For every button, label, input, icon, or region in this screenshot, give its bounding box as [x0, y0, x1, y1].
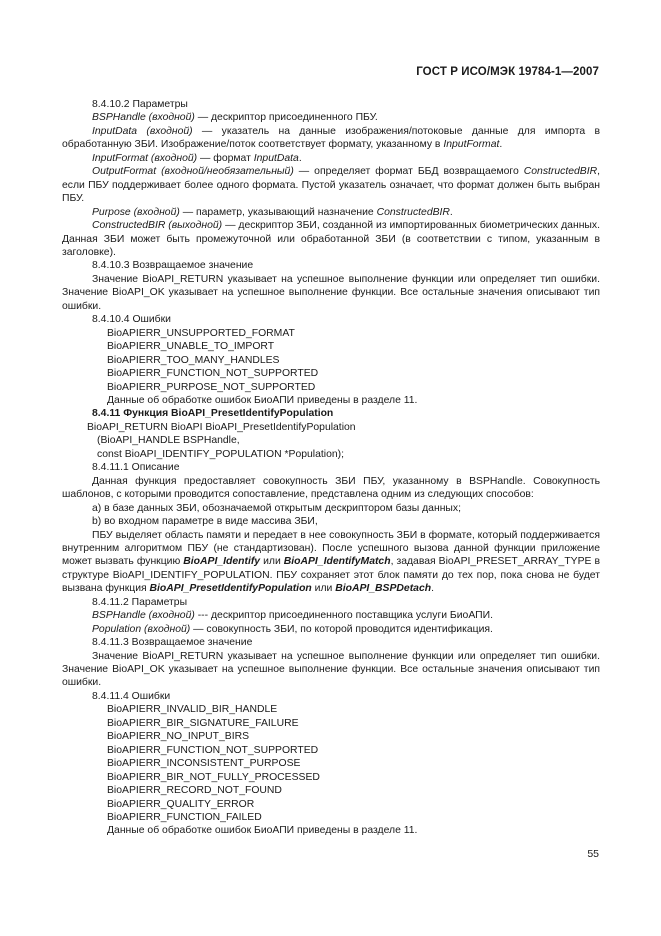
param-purpose — [62, 206, 600, 219]
section-heading-8-4-10-4: 8.4.10.4 Ошибки — [92, 314, 171, 326]
param-desc: — дескриптор присоединенного ПБУ. — [194, 112, 378, 124]
param-desc: — определяет формат ББД возвращаемого — [293, 166, 524, 178]
description-paragraph — [62, 529, 600, 596]
param-desc: --- дескриптор присоединенного поставщика услуги БиоАПИ. — [194, 610, 493, 622]
param-desc: — параметр, указывающий назначение — [179, 206, 377, 218]
section-heading-8-4-11-4: 8.4.11.4 Ошибки — [92, 690, 171, 702]
error-code: BioAPIERR_TOO_MANY_HANDLES — [107, 354, 280, 366]
return-value-text: Значение BioAPI_RETURN указывает на успешное выполнение функции или определяет тип ошибки. Значение BioAPI_OK указывает на успешное выполнение функции. Все остальные значения описывают тип ошибки. — [62, 650, 600, 689]
param-constructedbir — [62, 219, 600, 259]
text-run: , задавая BioAPI_PRESET_ARRAY_TYPE в структуре BioAPI_IDENTIFY_POPULATION. ПБУ сохраняет этот блок памяти до тех пор, пока снова не будет вызвана функция — [62, 556, 600, 595]
punct: . — [499, 139, 503, 151]
param-bsphandle — [62, 609, 600, 622]
error-code: BioAPIERR_FUNCTION_NOT_SUPPORTED — [107, 744, 319, 756]
section-heading-8-4-11-2: 8.4.11.2 Параметры — [92, 596, 188, 608]
param-outputformat — [62, 165, 600, 205]
function-signature-line: BioAPI_RETURN BioAPI BioAPI_PresetIdentifyPopulation — [87, 421, 356, 433]
param-inputdata — [62, 125, 600, 152]
error-code: BioAPIERR_UNABLE_TO_IMPORT — [107, 341, 275, 353]
param-desc: — формат — [197, 152, 254, 164]
error-code: BioAPIERR_PURPOSE_NOT_SUPPORTED — [107, 381, 316, 393]
function-signature-line: (BioAPI_HANDLE BSPHandle, — [97, 435, 240, 447]
error-code: BioAPIERR_RECORD_NOT_FOUND — [107, 785, 282, 797]
param-desc: — указатель на данные изображения/потоковые данные для импорта в обработанную ЗБИ. Изображение/поток соответствует формату, указанному в — [62, 125, 600, 151]
param-ref: ConstructedBIR — [376, 206, 450, 218]
function-signature-line: const BioAPI_IDENTIFY_POPULATION *Population); — [97, 448, 344, 460]
page-number: 55 — [587, 848, 599, 860]
param-ref: InputFormat — [443, 139, 500, 151]
function-ref: BioAPI_IdentifyMatch — [283, 556, 391, 568]
return-value-text: Значение BioAPI_RETURN указывает на успешное выполнение функции или определяет тип ошибки. Значение BioAPI_OK указывает на успешное выполнение функции. Все остальные значения описывают тип ошибки. — [62, 273, 600, 312]
param-name: InputData (входной) — [92, 125, 193, 137]
error-code: BioAPIERR_FUNCTION_NOT_SUPPORTED — [107, 368, 319, 380]
function-ref: BioAPI_PresetIdentifyPopulation — [149, 583, 312, 595]
error-code: BioAPIERR_INVALID_BIR_HANDLE — [107, 704, 278, 716]
text-run: ПБУ выделяет область памяти и передает в нее совокупность ЗБИ в формате, который поддерживается внутренним алгоритмом ПБУ (не стандартизован). После успешного вызова данной функции приложение может вызвать функцию — [62, 529, 600, 568]
list-item: a) в базе данных ЗБИ, обозначаемой открытым дескриптором базы данных; — [92, 502, 461, 514]
description-paragraph: Данная функция предоставляет совокупность ЗБИ ПБУ, указанному в BSPHandle. Совокупность шаблонов, с которыми проводится сопоставление, представлена одним из следующих способов: — [62, 475, 600, 501]
section-heading-8-4-11: 8.4.11 Функция BioAPI_PresetIdentifyPopulation — [92, 408, 334, 420]
document-header: ГОСТ Р ИСО/МЭК 19784-1—2007 — [416, 66, 599, 78]
param-name: ConstructedBIR (выходной) — [92, 220, 223, 232]
error-code: BioAPIERR_BIR_SIGNATURE_FAILURE — [107, 717, 299, 729]
param-ref: InputData — [253, 152, 299, 164]
list-item: b) во входном параметре в виде массива ЗБИ, — [92, 516, 318, 528]
param-name: InputFormat (входной) — [92, 152, 198, 164]
function-ref: BioAPI_Identify — [183, 556, 261, 568]
section-heading-8-4-10-2: 8.4.10.2 Параметры — [92, 99, 188, 110]
param-ref: ConstructedBIR — [523, 166, 598, 178]
document-body — [62, 98, 600, 838]
punct: . — [449, 206, 453, 218]
text-run: или — [260, 556, 284, 568]
param-name: BSPHandle (входной) — [92, 610, 195, 622]
error-handling-note: Данные об обработке ошибок БиоАПИ приведены в разделе 11. — [107, 394, 418, 406]
param-desc-end: , если ПБУ поддерживает более одного формата. Пустой указатель означает, что формат должен быть выбран ПБУ. — [62, 166, 600, 205]
param-population — [62, 623, 600, 636]
param-bsphandle — [62, 111, 600, 124]
error-handling-note: Данные об обработке ошибок БиоАПИ приведены в разделе 11. — [107, 825, 418, 837]
section-heading-8-4-11-1: 8.4.11.1 Описание — [92, 462, 180, 474]
param-name: BSPHandle (входной) — [92, 112, 195, 124]
text-run: или — [311, 583, 336, 595]
error-code: BioAPIERR_INCONSISTENT_PURPOSE — [107, 758, 301, 770]
section-heading-8-4-11-3: 8.4.11.3 Возвращаемое значение — [92, 637, 253, 649]
error-code: BioAPIERR_QUALITY_ERROR — [107, 798, 255, 810]
error-code: BioAPIERR_FUNCTION_FAILED — [107, 812, 262, 824]
param-name: OutputFormat (входной/необязательный) — [92, 166, 294, 178]
param-name: Population (входной) — [92, 623, 191, 635]
param-desc: — совокупность ЗБИ, по которой проводится идентификация. — [190, 623, 493, 635]
section-heading-8-4-10-3: 8.4.10.3 Возвращаемое значение — [92, 260, 254, 272]
function-ref: BioAPI_BSPDetach — [335, 583, 432, 595]
punct: . — [431, 583, 434, 595]
error-code: BioAPIERR_BIR_NOT_FULLY_PROCESSED — [107, 771, 320, 783]
punct: . — [298, 152, 302, 164]
error-code: BioAPIERR_UNSUPPORTED_FORMAT — [107, 327, 295, 339]
error-code: BioAPIERR_NO_INPUT_BIRS — [107, 731, 250, 743]
param-name: Purpose (входной) — [92, 206, 180, 218]
param-desc: — дескриптор ЗБИ, созданной из импортированных биометрических данных. Данная ЗБИ может быть промежуточной или обработанной ЗБИ (в соответствии с типом, указанным в заголовке). — [62, 220, 600, 258]
param-inputformat — [62, 152, 600, 165]
